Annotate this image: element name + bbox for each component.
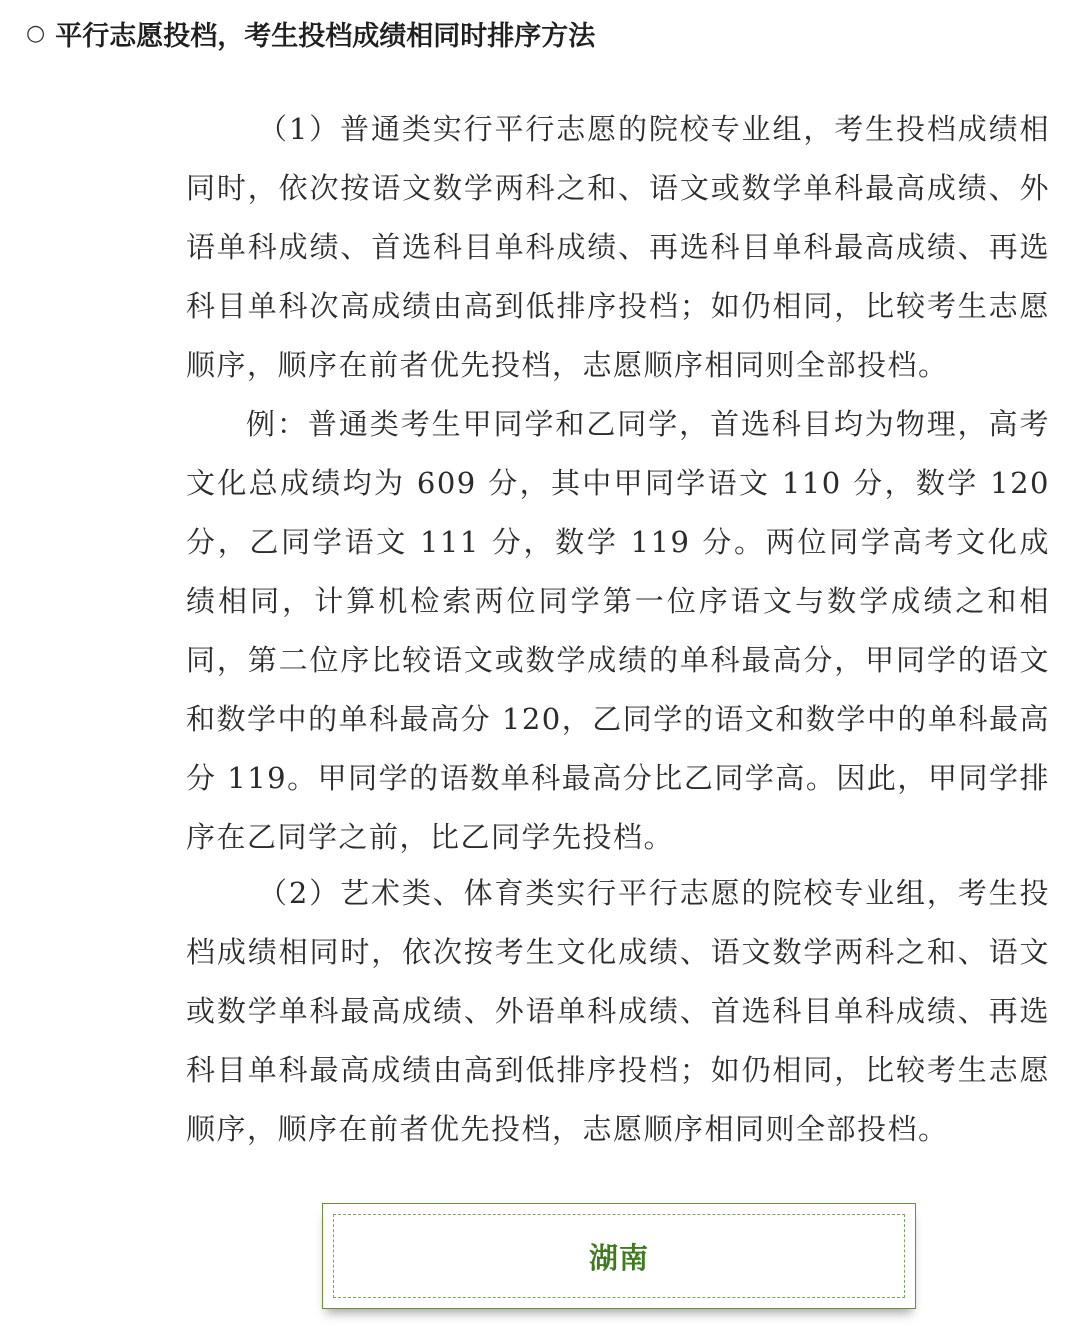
rule-paragraph-general: （1）普通类实行平行志愿的院校专业组，考生投档成绩相同时，依次按语文数学两科之和、语文或数学单科最高成绩、外语单科成绩、首选科目单科成绩、再选科目单科最高成绩、再选科目单科次高成绩由高到低排序投档；如仍相同，比较考生志愿顺序，顺序在前者优先投档，志愿顺序相同则全部投档。 (186, 112, 1050, 382)
province-section-box (322, 1203, 916, 1309)
dashed-frame (333, 1214, 905, 1298)
example-paragraph: 例：普通类考生甲同学和乙同学，首选科目均为物理，高考文化总成绩均为 609 分，其中甲同学语文 110 分，数学 120 分，乙同学语文 111 分，数学 119 分。两位同学高考文化成绩相同，计算机检索两位同学第一位序语文与数学成绩之和相同，第二位序比较语文或数学成绩的单科最高分，甲同学的语文和数学中的单科最高分 120，乙同学的语文和数学中的单科最高分 119。甲同学的语数单科最高分比乙同学高。因此，甲同学排序在乙同学之前，比乙同学先投档。 (186, 407, 1050, 854)
circle-bullet-icon: ○ (26, 21, 46, 46)
rule-paragraph-arts-sports: （2）艺术类、体育类实行平行志愿的院校专业组，考生投档成绩相同时，依次按考生文化成绩、语文数学两科之和、语文或数学单科最高成绩、外语单科成绩、首选科目单科成绩、再选科目单科最高成绩由高到低排序投档；如仍相同，比较考生志愿顺序，顺序在前者优先投档，志愿顺序相同则全部投档。 (186, 876, 1050, 1146)
section-title: 平行志愿投档，考生投档成绩相同时排序方法 (55, 21, 596, 52)
document-image (150, 90, 1070, 1185)
province-label: 湖南 (588, 1240, 649, 1275)
section-heading (26, 14, 595, 53)
